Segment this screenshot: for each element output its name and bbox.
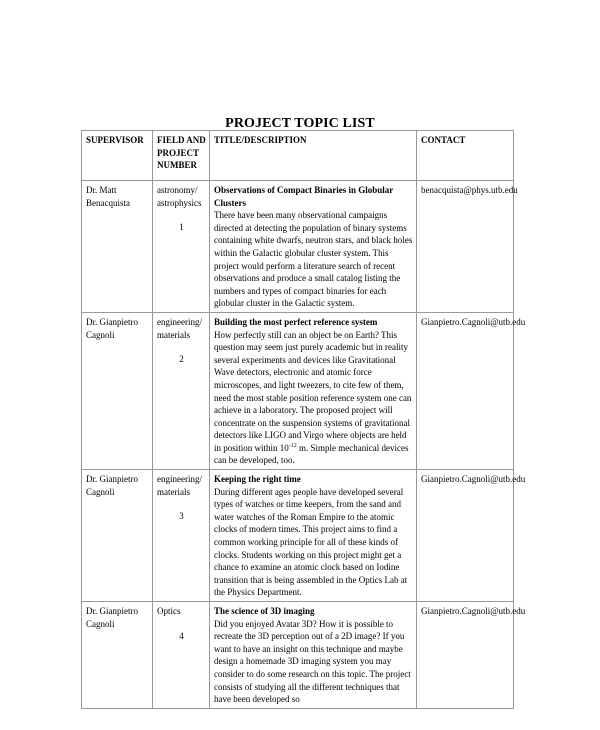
project-description: There have been many observational campaigns directed at detecting the population of binary systems containing white dwarfs, neutron stars, and black holes within the Galactic globular cluster system. This project would perform a literature search of recent observations and produce a small catalog listing the numbers and types of compact binaries for each globular cluster in the Galactic system. — [214, 210, 413, 309]
field-name: Optics — [157, 606, 181, 616]
header-field-line3: NUMBER — [157, 160, 197, 171]
title-description-cell — [210, 470, 417, 602]
contact-email: Gianpietro.Cagnoli@utb.edu — [417, 470, 514, 602]
project-number: 3 — [179, 511, 184, 522]
field-cell — [153, 602, 210, 709]
contact-email: Gianpietro.Cagnoli@utb.edu — [417, 602, 514, 709]
document-title: PROJECT TOPIC LIST — [225, 116, 375, 131]
header-supervisor: SUPERVISOR — [82, 131, 153, 181]
title-description-cell — [210, 602, 417, 709]
supervisor-cell: Dr. Gianpietro Cagnoli — [82, 312, 153, 469]
field-name: engineering/ materials — [157, 474, 202, 497]
field-name: astronomy/ astrophysics — [157, 185, 202, 208]
project-number: 4 — [179, 630, 184, 641]
contact-email: Gianpietro.Cagnoli@utb.edu — [417, 312, 514, 469]
table-row — [82, 602, 514, 709]
description-text-end: m. Simple mechanical devices can be developed, too. — [214, 442, 409, 466]
table-row — [82, 181, 514, 313]
field-cell — [153, 181, 210, 313]
table-row — [82, 312, 514, 469]
project-title: Keeping the right time — [214, 474, 301, 485]
header-title-description: TITLE/DESCRIPTION — [210, 131, 417, 181]
header-field-line2: PROJECT — [157, 147, 200, 158]
title-description-cell — [210, 181, 417, 313]
project-number: 1 — [179, 222, 184, 233]
exponent: -12 — [288, 442, 297, 449]
description-text: How perfectly still can an object be on Earth? This question may seem just purely academic but in reality several experiments and devices like Gravitational Wave detectors, electronic and atomic force microscopes, and light tweezers, to cite few of them, need the most stable position reference system one can achieve in a laboratory. The proposed project will concentrate on the suspension systems of gravitational detectors like LIGO and Virgo where objects are held in position within 10 — [214, 329, 412, 453]
header-field-line1: FIELD AND — [157, 135, 206, 145]
project-description: During different ages people have developed several types of watches or time keepers, from the sand and water watches of the Roman Empire to the atomic clocks of modern times. This project aims to find a common working principle for all of these kinds of clocks. Students working on this project might get a chance to examine an atomic clock based on Iodine transition that is being assembled in the Optics Lab at the Physics Department. — [214, 486, 408, 598]
field-cell — [153, 312, 210, 469]
project-title: Building the most perfect reference system — [214, 316, 378, 327]
project-description: Did you enjoyed Avatar 3D? How it is possible to recreate the 3D perception out of a 2D image? If you want to have an insight on this technique and maybe design a homemade 3D imaging system you may consider to do some research on this topic. The project consists of studying all the different techniques that have been developed so — [214, 618, 411, 705]
project-topic-table — [81, 130, 526, 709]
header-field-and-project-number — [153, 131, 210, 181]
project-description — [214, 329, 413, 468]
project-number: 2 — [179, 354, 184, 365]
title-description-cell — [210, 312, 417, 469]
table-row — [82, 470, 514, 602]
field-cell — [153, 470, 210, 602]
supervisor-cell: Dr. Matt Benacquista — [82, 181, 153, 313]
project-title: Observations of Compact Binaries in Globular Clusters — [214, 185, 394, 208]
supervisor-cell: Dr. Gianpietro Cagnoli — [82, 602, 153, 709]
header-contact: CONTACT — [417, 131, 514, 181]
supervisor-cell: Dr. Gianpietro Cagnoli — [82, 470, 153, 602]
table-header-row — [82, 131, 514, 181]
project-title: The science of 3D imaging — [214, 606, 315, 616]
field-name: engineering/ materials — [157, 316, 202, 340]
contact-email: benacquista@phys.utb.edu — [417, 181, 514, 313]
